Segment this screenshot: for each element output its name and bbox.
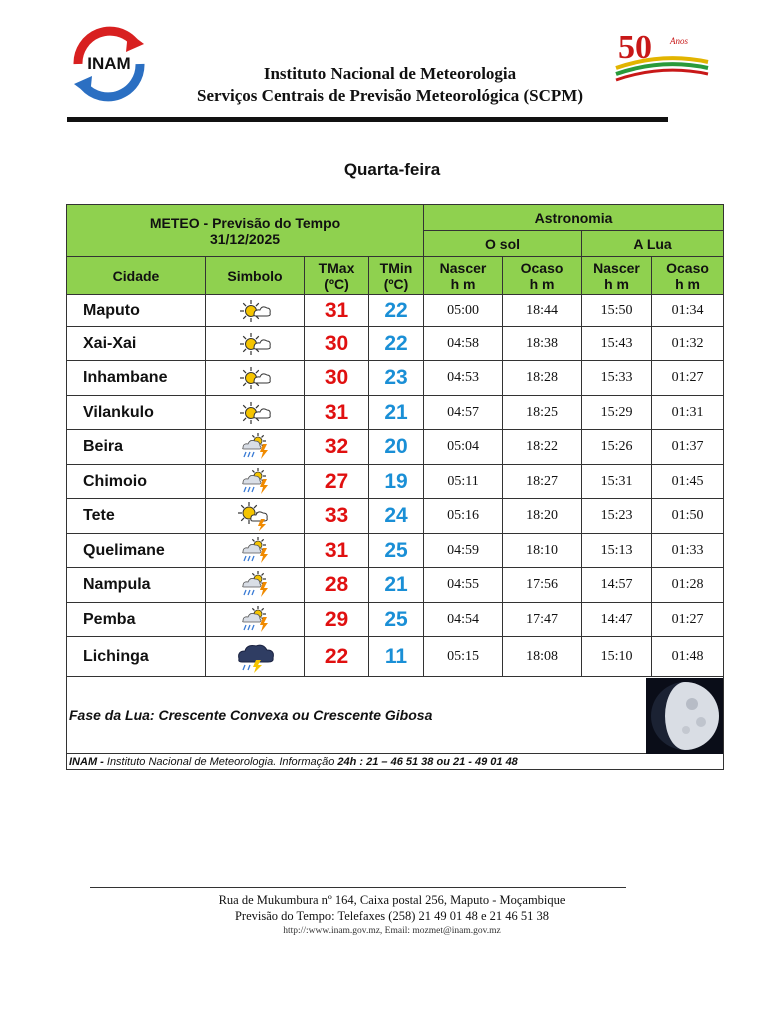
sunrise-time: 04:54: [424, 603, 503, 637]
tmin-value: 19: [369, 465, 424, 499]
inam-logo-text: INAM: [87, 54, 131, 73]
weather-symbol: [206, 499, 305, 534]
col-sunrise-label: Nascer: [439, 259, 487, 276]
moonrise-time: 15:23: [582, 499, 652, 534]
col-tmax: [305, 257, 369, 295]
sun-cloud-storm-icon: [206, 501, 304, 531]
tmax-value: 31: [305, 534, 369, 568]
col-tmax-label: TMax: [318, 259, 355, 276]
sun-storm-rain-icon: [206, 570, 304, 600]
city-name: Inhambane: [67, 361, 206, 396]
moonset-time: 01:27: [652, 361, 724, 396]
tmax-value: 27: [305, 465, 369, 499]
anniversary-anos: Anos: [670, 36, 688, 46]
tmin-value: 23: [369, 361, 424, 396]
col-symbol: Simbolo: [206, 257, 305, 295]
weather-symbol: [206, 361, 305, 396]
anniversary-logo: [612, 22, 712, 94]
city-name: Xai-Xai: [67, 327, 206, 361]
sun-header: O sol: [424, 231, 582, 257]
tmax-value: 22: [305, 637, 369, 677]
sunset-time: 18:08: [503, 637, 582, 677]
col-tmax-unit: (ºC): [324, 275, 349, 292]
moonset-time: 01:32: [652, 327, 724, 361]
sunrise-time: 05:15: [424, 637, 503, 677]
sunset-time: 18:44: [503, 295, 582, 327]
tmax-value: 29: [305, 603, 369, 637]
sun-cloud-icon: [206, 332, 304, 356]
moonrise-time: 15:26: [582, 430, 652, 465]
city-name: Nampula: [67, 568, 206, 603]
moonset-time: 01:28: [652, 568, 724, 603]
sunset-time: 18:25: [503, 396, 582, 430]
sunset-time: 18:22: [503, 430, 582, 465]
tmax-value: 32: [305, 430, 369, 465]
footer-divider: [90, 887, 626, 888]
sunset-time: 18:20: [503, 499, 582, 534]
tmax-value: 31: [305, 295, 369, 327]
moonset-time: 01:33: [652, 534, 724, 568]
sun-cloud-icon: [206, 366, 304, 390]
col-moonset-unit: h m: [675, 275, 700, 292]
col-sunrise: [424, 257, 503, 295]
tmax-value: 30: [305, 327, 369, 361]
city-name: Tete: [67, 499, 206, 534]
moonrise-time: 15:10: [582, 637, 652, 677]
sunset-time: 17:47: [503, 603, 582, 637]
moonset-time: 01:27: [652, 603, 724, 637]
sun-storm-rain-icon: [206, 432, 304, 462]
footer-text: Instituto Nacional de Meteorologia. Informação: [103, 755, 338, 768]
col-moonrise-label: Nascer: [593, 259, 640, 276]
col-sunset: [503, 257, 582, 295]
weather-symbol: [206, 534, 305, 568]
col-sunset-unit: h m: [529, 275, 555, 292]
tmin-value: 11: [369, 637, 424, 677]
table-row: [67, 603, 724, 637]
weather-symbol: [206, 637, 305, 677]
sunrise-time: 04:57: [424, 396, 503, 430]
city-name: Chimoio: [67, 465, 206, 499]
moonrise-time: 14:57: [582, 568, 652, 603]
city-name: Lichinga: [67, 637, 206, 677]
tmin-value: 22: [369, 295, 424, 327]
col-moonset-label: Ocaso: [666, 259, 709, 276]
sun-storm-rain-icon: [206, 467, 304, 497]
web-email-line: http://:www.inam.gov.mz, Email: mozmet@inam.gov.mz: [283, 926, 501, 936]
table-row: [67, 295, 724, 327]
city-name: Pemba: [67, 603, 206, 637]
header-divider: [67, 117, 668, 122]
storm-cloud-icon: [206, 641, 304, 673]
col-tmin-label: TMin: [379, 259, 413, 276]
tmin-value: 25: [369, 534, 424, 568]
moonset-time: 01:48: [652, 637, 724, 677]
moonrise-time: 15:31: [582, 465, 652, 499]
moonrise-time: 15:50: [582, 295, 652, 327]
weather-symbol: [206, 327, 305, 361]
moonrise-time: 15:33: [582, 361, 652, 396]
footer-info: [67, 754, 724, 770]
forecast-title: METEO - Previsão do Tempo: [149, 214, 341, 231]
tmin-value: 21: [369, 396, 424, 430]
moonrise-time: 14:47: [582, 603, 652, 637]
moonset-time: 01:37: [652, 430, 724, 465]
tmin-value: 21: [369, 568, 424, 603]
sunrise-time: 05:04: [424, 430, 503, 465]
sunrise-time: 05:16: [424, 499, 503, 534]
tmin-value: 20: [369, 430, 424, 465]
tmin-value: 22: [369, 327, 424, 361]
col-moonrise-unit: h m: [604, 275, 629, 292]
sunrise-time: 05:00: [424, 295, 503, 327]
forecast-table: [66, 204, 724, 770]
institute-name: Instituto Nacional de Meteorologia: [263, 64, 517, 83]
sunset-time: 18:38: [503, 327, 582, 361]
col-moonrise: [582, 257, 652, 295]
sun-cloud-icon: [206, 299, 304, 323]
table-row: [67, 568, 724, 603]
table-row: [67, 396, 724, 430]
sunrise-time: 04:53: [424, 361, 503, 396]
tmax-value: 30: [305, 361, 369, 396]
moonrise-time: 15:29: [582, 396, 652, 430]
city-name: Vilankulo: [67, 396, 206, 430]
forecast-date: 31/12/2025: [209, 230, 281, 247]
table-row: [67, 327, 724, 361]
table-row: [67, 534, 724, 568]
sunrise-time: 04:55: [424, 568, 503, 603]
sunrise-time: 04:58: [424, 327, 503, 361]
sun-storm-rain-icon: [206, 605, 304, 635]
sun-cloud-icon: [206, 401, 304, 425]
moonset-time: 01:45: [652, 465, 724, 499]
col-sunset-label: Ocaso: [520, 259, 564, 276]
sunrise-time: 04:59: [424, 534, 503, 568]
table-row: [67, 499, 724, 534]
address-line: Rua de Mukumbura nº 164, Caixa postal 256, Maputo - Moçambique: [218, 893, 566, 907]
phone-line: Previsão do Tempo: Telefaxes (258) 21 49 01 48 e 21 46 51 38: [234, 909, 550, 923]
col-sunrise-unit: h m: [450, 275, 476, 292]
forecast-title-cell: [67, 205, 424, 257]
moonset-time: 01:50: [652, 499, 724, 534]
col-tmin-unit: (ºC): [383, 275, 409, 292]
sunset-time: 17:56: [503, 568, 582, 603]
col-moonset: [652, 257, 724, 295]
service-name: Serviços Centrais de Previsão Meteorológica (SCPM): [196, 86, 584, 105]
tmax-value: 28: [305, 568, 369, 603]
city-name: Quelimane: [67, 534, 206, 568]
table-row: [67, 430, 724, 465]
sun-storm-rain-icon: [206, 536, 304, 566]
moon-phase-cell: [67, 677, 724, 754]
moonset-time: 01:31: [652, 396, 724, 430]
inam-logo: [64, 24, 154, 102]
moonset-time: 01:34: [652, 295, 724, 327]
city-name: Beira: [67, 430, 206, 465]
moonrise-time: 15:13: [582, 534, 652, 568]
moon-phase-text: Fase da Lua: Crescente Convexa ou Crescente Gibosa: [69, 707, 433, 723]
tmin-value: 24: [369, 499, 424, 534]
weekday-title: Quarta-feira: [343, 160, 441, 179]
table-row: [67, 637, 724, 677]
city-name: Maputo: [67, 295, 206, 327]
tmax-value: 31: [305, 396, 369, 430]
weather-symbol: [206, 396, 305, 430]
sunset-time: 18:10: [503, 534, 582, 568]
weather-symbol: [206, 430, 305, 465]
sunrise-time: 05:11: [424, 465, 503, 499]
moon-header: A Lua: [582, 231, 724, 257]
table-row: [67, 361, 724, 396]
weather-symbol: [206, 295, 305, 327]
footer-inam: INAM -: [69, 755, 104, 768]
tmin-value: 25: [369, 603, 424, 637]
weather-symbol: [206, 568, 305, 603]
sunset-time: 18:27: [503, 465, 582, 499]
col-tmin: [369, 257, 424, 295]
sunset-time: 18:28: [503, 361, 582, 396]
moon-phase-icon: [646, 678, 723, 754]
moonrise-time: 15:43: [582, 327, 652, 361]
table-row: [67, 465, 724, 499]
footer-phone: 24h : 21 – 46 51 38 ou 21 - 49 01 48: [337, 755, 518, 768]
astronomy-header: Astronomia: [424, 205, 724, 231]
tmax-value: 33: [305, 499, 369, 534]
anniversary-number: 50: [618, 29, 652, 66]
weather-symbol: [206, 465, 305, 499]
col-city: Cidade: [67, 257, 206, 295]
weather-symbol: [206, 603, 305, 637]
